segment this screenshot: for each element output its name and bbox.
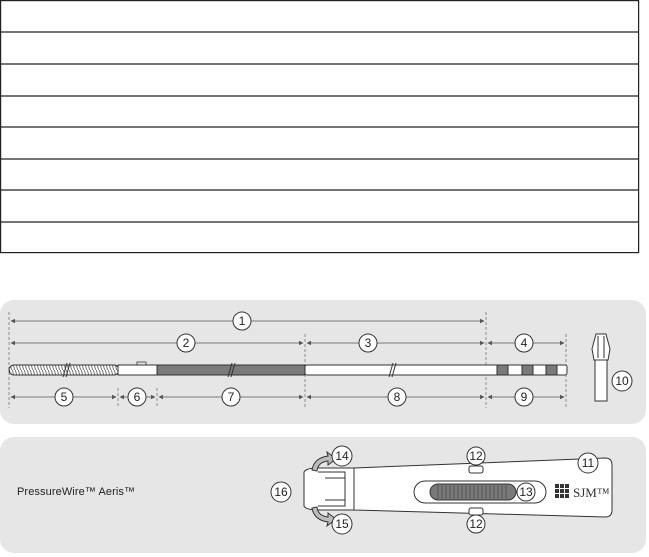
callout-12-top: 12 [469,449,483,463]
callout-3: 3 [364,336,372,350]
callout-13: 13 [519,485,533,499]
callout-14: 14 [335,449,349,463]
callout-12-bottom: 12 [469,517,483,531]
callout-2: 2 [182,336,190,350]
callout-5: 5 [60,390,68,404]
callout-15: 15 [335,517,349,531]
callout-10: 10 [615,374,629,388]
sjm-logo-text: SJM™ [573,485,610,500]
callout-16: 16 [274,485,288,499]
product-name-label: PressureWire™ Aeris™ [17,486,136,498]
callout-9: 9 [520,390,528,404]
callout-11: 11 [581,456,595,470]
callout-8: 8 [393,390,401,404]
callout-7: 7 [227,390,235,404]
callout-6: 6 [133,390,141,404]
callout-4: 4 [520,336,528,350]
callout-1: 1 [238,314,246,328]
